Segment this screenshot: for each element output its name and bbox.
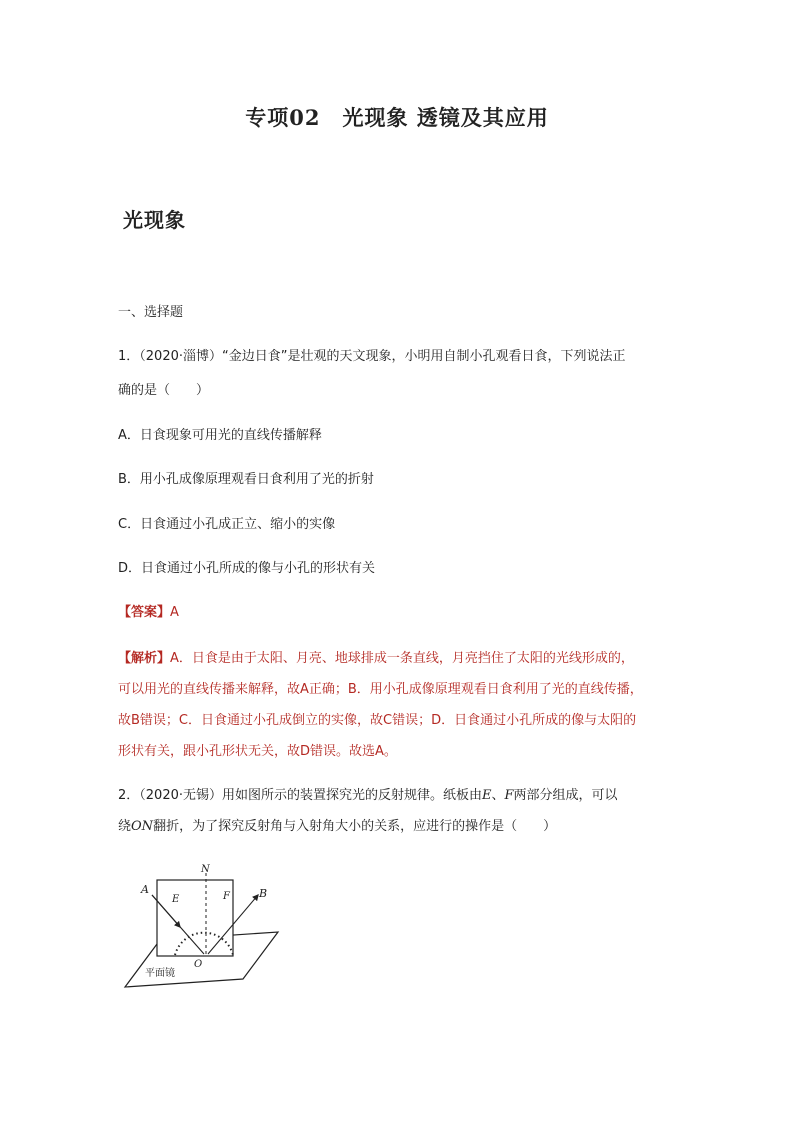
label-e: E (172, 894, 180, 905)
q1-option-a: A．日食现象可用光的直线传播解释 (118, 428, 322, 443)
q2-stem-part: 两部分组成，可以 (513, 788, 618, 803)
q2-separator: 、 (491, 788, 505, 803)
q1-option-b: B．用小孔成像原理观看日食利用了光的折射 (118, 472, 374, 487)
label-o: O (194, 959, 203, 970)
q2-stem-line-2 (118, 815, 556, 834)
answer-label: 【答案】 (118, 605, 171, 620)
mirror-label: 平面镜 (145, 968, 175, 979)
q2-var-on: ON (131, 819, 154, 834)
q2-var-e: E (482, 788, 492, 803)
q1-option-d: D．日食通过小孔所成的像与小孔的形状有关 (118, 561, 376, 576)
q1-analysis-line-1 (118, 647, 634, 666)
reflection-apparatus-figure (120, 855, 290, 995)
q1-analysis-line-4: 形状有关，跟小孔形状无关，故D错误。故选A。 (118, 744, 397, 759)
q1-analysis-line-3: 故B错误；C．日食通过小孔成倒立的实像，故C错误；D．日食通过小孔所成的像与太阳的 (118, 713, 637, 728)
q2-var-f: F (504, 788, 514, 803)
q1-analysis-line-2: 可以用光的直线传播来解释，故A正确；B．用小孔成像原理观看日食利用了光的直线传播， (118, 682, 643, 697)
label-f: F (223, 891, 230, 902)
answer-value: A (170, 605, 179, 620)
label-n: N (201, 864, 210, 875)
q1-stem-line-1: 1．（2020·淄博）“金边日食”是壮观的天文现象，小明用自制小孔观看日食，下列说法正 (118, 349, 626, 364)
q2-stem-part: 翻折，为了探究反射角与入射角大小的关系，应进行的操作是（ ） (153, 819, 557, 834)
q2-stem-line-1 (118, 784, 618, 803)
q1-option-c: C．日食通过小孔成正立、缩小的实像 (118, 517, 336, 532)
q2-stem-part: 绕 (118, 819, 132, 834)
document-title: 专项02 光现象 透镜及其应用 (245, 105, 549, 130)
analysis-label: 【解析】 (118, 651, 171, 666)
label-b: B (259, 887, 268, 900)
q2-stem-part: 2．（2020·无锡）用如图所示的装置探究光的反射规律。纸板由 (118, 788, 482, 803)
subsection-heading: 一、选择题 (118, 305, 184, 320)
q1-stem-line-2: 确的是（ ） (118, 383, 210, 398)
label-a: A (141, 883, 149, 896)
q1-answer (118, 601, 179, 620)
section-heading: 光现象 (123, 208, 186, 232)
analysis-text: A．日食是由于太阳、月亮、地球排成一条直线，月亮挡住了太阳的光线形成的， (170, 651, 634, 666)
